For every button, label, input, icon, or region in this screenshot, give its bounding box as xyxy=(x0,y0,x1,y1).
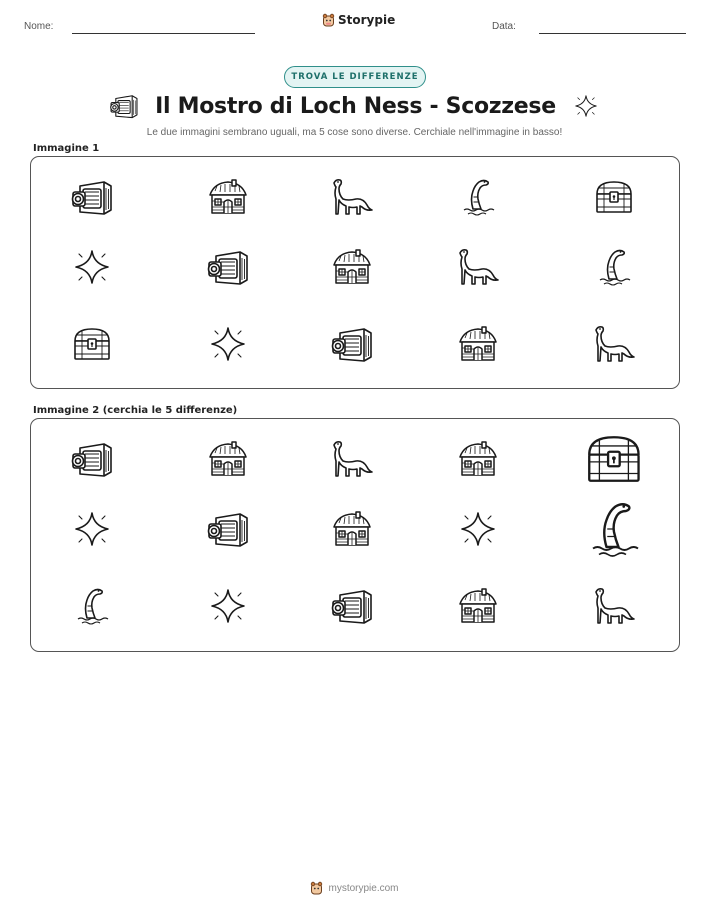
treasure-chest-icon[interactable] xyxy=(582,430,646,488)
sparkle-icon xyxy=(572,92,600,120)
brand-logo xyxy=(322,13,395,27)
image1-label: Immagine 1 xyxy=(33,143,100,154)
storypie-mascot-icon xyxy=(322,13,335,27)
camera-icon[interactable] xyxy=(330,586,374,626)
cottage-icon xyxy=(206,177,250,217)
sparkle-icon xyxy=(70,247,114,287)
camera-icon xyxy=(70,177,114,217)
dinosaur-icon[interactable] xyxy=(330,439,374,479)
date-label: Data: xyxy=(492,21,516,32)
treasure-chest-icon xyxy=(592,177,636,217)
cottage-icon[interactable] xyxy=(206,439,250,479)
name-label: Nome: xyxy=(24,21,54,32)
cottage-icon[interactable] xyxy=(456,586,500,626)
sparkle-icon xyxy=(206,324,250,364)
image1-panel xyxy=(30,156,680,389)
camera-icon[interactable] xyxy=(70,439,114,479)
nessie-icon[interactable] xyxy=(581,499,647,559)
footer-url: mystorypie.com xyxy=(328,882,399,894)
brand-name: Storypie xyxy=(338,13,396,27)
image2-grid xyxy=(31,419,679,651)
image2-label: Immagine 2 (cerchia le 5 differenze) xyxy=(33,405,238,416)
sparkle-icon[interactable] xyxy=(206,586,250,626)
sparkle-icon[interactable] xyxy=(70,509,114,549)
cottage-icon[interactable] xyxy=(456,439,500,479)
image1-grid xyxy=(31,157,679,388)
name-line[interactable] xyxy=(72,33,255,34)
camera-icon xyxy=(109,92,139,120)
cottage-icon xyxy=(330,247,374,287)
nessie-icon xyxy=(456,177,500,217)
footer xyxy=(0,881,709,895)
cottage-icon xyxy=(456,324,500,364)
cottage-icon[interactable] xyxy=(330,509,374,549)
treasure-chest-icon xyxy=(70,324,114,364)
title-row xyxy=(0,92,709,120)
nessie-icon xyxy=(592,247,636,287)
storypie-mascot-icon xyxy=(310,881,323,895)
sparkle-icon[interactable] xyxy=(456,509,500,549)
date-line[interactable] xyxy=(539,33,686,34)
dinosaur-icon xyxy=(330,177,374,217)
camera-icon xyxy=(330,324,374,364)
page-title: Il Mostro di Loch Ness - Scozzese xyxy=(155,93,556,119)
camera-icon[interactable] xyxy=(206,509,250,549)
image2-panel[interactable] xyxy=(30,418,680,652)
nessie-icon[interactable] xyxy=(70,586,114,626)
instructions: Le due immagini sembrano uguali, ma 5 cose sono diverse. Cerchiale nell'immagine in basso! xyxy=(146,127,563,138)
dinosaur-icon xyxy=(456,247,500,287)
camera-icon xyxy=(206,247,250,287)
dinosaur-icon xyxy=(592,324,636,364)
activity-badge: TROVA LE DIFFERENZE xyxy=(284,66,426,88)
dinosaur-icon[interactable] xyxy=(592,586,636,626)
